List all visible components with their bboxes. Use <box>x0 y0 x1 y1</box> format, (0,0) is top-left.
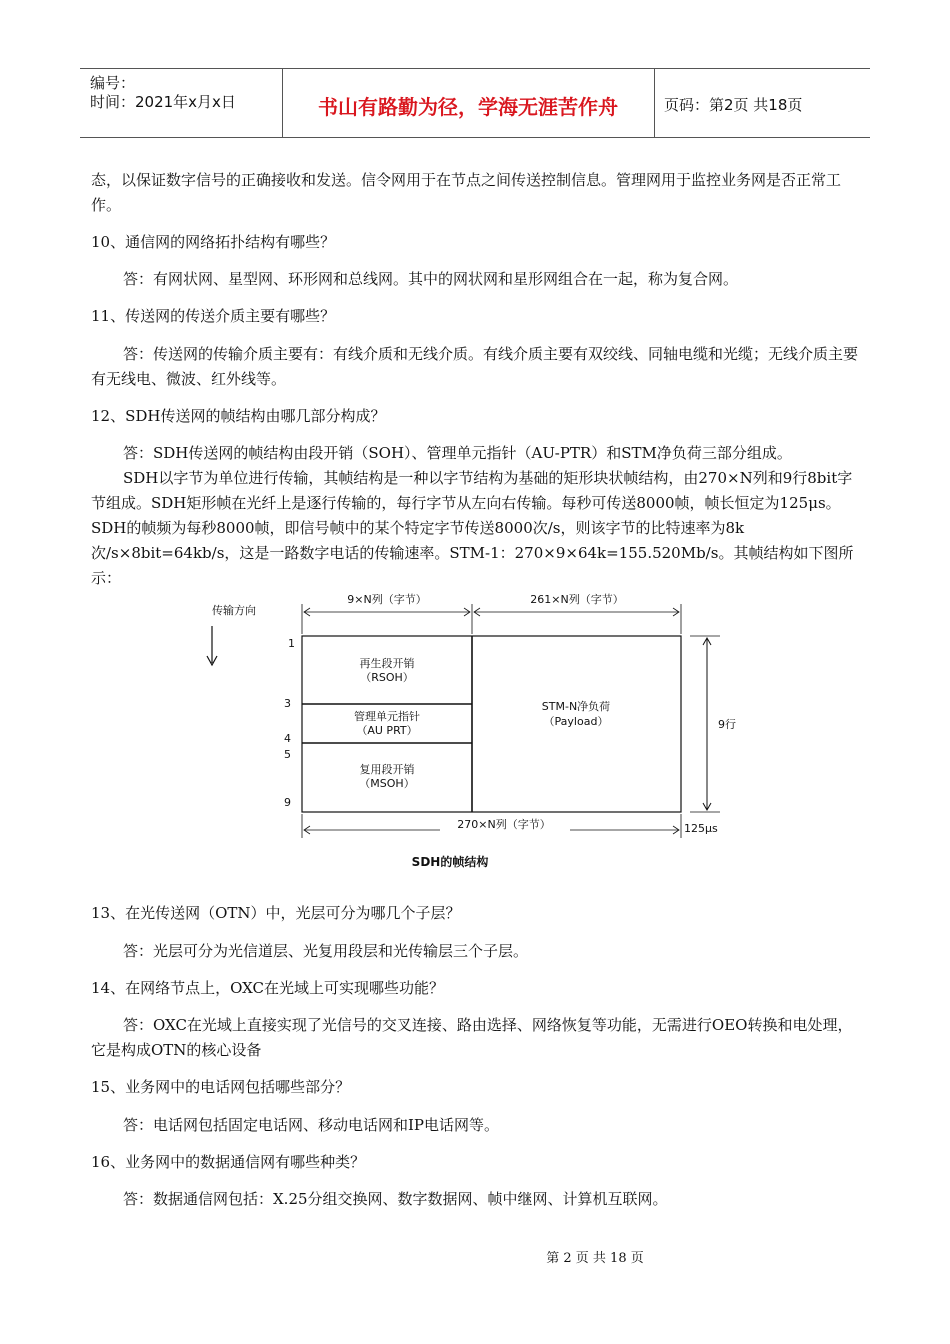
bottom-span-label: 270×N列（字节） <box>457 818 551 831</box>
document-date: 时间：2021年x月x日 <box>90 93 236 111</box>
sdh-frame-diagram <box>200 588 760 878</box>
answer-16: 答：数据通信网包括：X.25分组交换网、数字数据网、帧中继网、计算机互联网。 <box>123 1190 668 1208</box>
question-11: 11、传送网的传送介质主要有哪些？ <box>91 307 336 325</box>
question-12: 12、SDH传送网的帧结构由哪几部分构成？ <box>91 407 386 425</box>
header-page-cell <box>654 69 870 137</box>
row-label-1: 1 <box>288 637 295 650</box>
auptr-label: 管理单元指针 <box>354 710 420 723</box>
payload-label: STM-N净负荷 <box>541 700 611 713</box>
msoh-label: 复用段开销 <box>359 763 415 776</box>
page-footer <box>0 1247 950 1266</box>
document-number: 编号： <box>90 74 136 92</box>
question-13: 13、在光传送网（OTN）中，光层可分为哪几个子层？ <box>91 904 461 922</box>
answer-14: 答：OXC在光域上直接实现了光信号的交叉连接、路由选择、网络恢复等功能，无需进行OEO转换和电处理，它是构成OTN的核心设备 <box>91 1016 853 1059</box>
answer-10: 答：有网状网、星型网、环形网和总线网。其中的网状网和星形网组合在一起，称为复合网。 <box>123 270 739 288</box>
answer-11: 答：传送网的传输介质主要有：有线介质和无线介质。有线介质主要有双绞线、同轴电缆和光缆；无线介质主要有无线电、微波、红外线等。 <box>91 345 859 388</box>
question-15: 15、业务网中的电话网包括哪些部分？ <box>91 1078 351 1096</box>
row-label-3: 3 <box>284 697 291 710</box>
diagram-caption: SDH的帧结构 <box>411 855 489 869</box>
answer-12: 答：SDH传送网的帧结构由段开销（SOH）、管理单元指针（AU-PTR）和STM净负荷三部分组成。 <box>123 444 792 462</box>
question-10: 10、通信网的网络拓扑结构有哪些？ <box>91 233 336 251</box>
paragraph-continued: 态，以保证数字信号的正确接收和发送。信令网用于在节点之间传送控制信息。管理网用于监控业务网是否正常工作。 <box>91 171 842 214</box>
payload-abbr: （Payload） <box>543 715 609 728</box>
header-meta-cell <box>80 69 283 137</box>
time-label: 125μs <box>684 822 718 835</box>
rsoh-abbr: （RSOH） <box>360 671 414 684</box>
header-page-number: 页码：第2页 共18页 <box>664 96 803 114</box>
answer-13: 答：光层可分为光信道层、光复用段层和光传输层三个子层。 <box>123 942 529 960</box>
question-16: 16、业务网中的数据通信网有哪些种类？ <box>91 1153 366 1171</box>
answer-15: 答：电话网包括固定电话网、移动电话网和IP电话网等。 <box>123 1116 500 1134</box>
row-label-5: 5 <box>284 748 291 761</box>
rows-label: 9行 <box>718 718 736 731</box>
answer-12-detail: SDH以字节为单位进行传输，其帧结构是一种以字节结构为基础的矩形块状帧结构，由270×N列和9行8bit字节组成。SDH矩形帧在光纤上是逐行传输的，每行字节从左向右传输。每秒可传送8000帧，帧长恒定为125μs。SDH的帧频为每秒8000帧，即信号帧中的某个特定字节传送8000次/s，则该字节的比特速率为8k次/s×8bit=64kb/s，这是一路数字电话的传输速率。STM-1：270×9×64k=155.520Mb/s。其帧结构如下图所示： <box>91 469 854 587</box>
auptr-abbr: （AU PRT） <box>356 724 418 737</box>
footer-page-number: 第 2 页 共 18 页 <box>546 1251 644 1266</box>
question-14: 14、在网络节点上，OXC在光域上可实现哪些功能？ <box>91 979 445 997</box>
header-motto: 书山有路勤为径，学海无涯苦作舟 <box>318 95 618 119</box>
row-label-9: 9 <box>284 796 291 809</box>
top-right-span-label: 261×N列（字节） <box>530 593 624 606</box>
direction-label: 传输方向 <box>212 604 256 617</box>
top-left-span-label: 9×N列（字节） <box>347 593 427 606</box>
page-header <box>80 68 870 138</box>
msoh-abbr: （MSOH） <box>359 777 415 790</box>
row-label-4: 4 <box>284 732 291 745</box>
header-motto-cell <box>282 69 655 137</box>
rsoh-label: 再生段开销 <box>359 657 415 670</box>
